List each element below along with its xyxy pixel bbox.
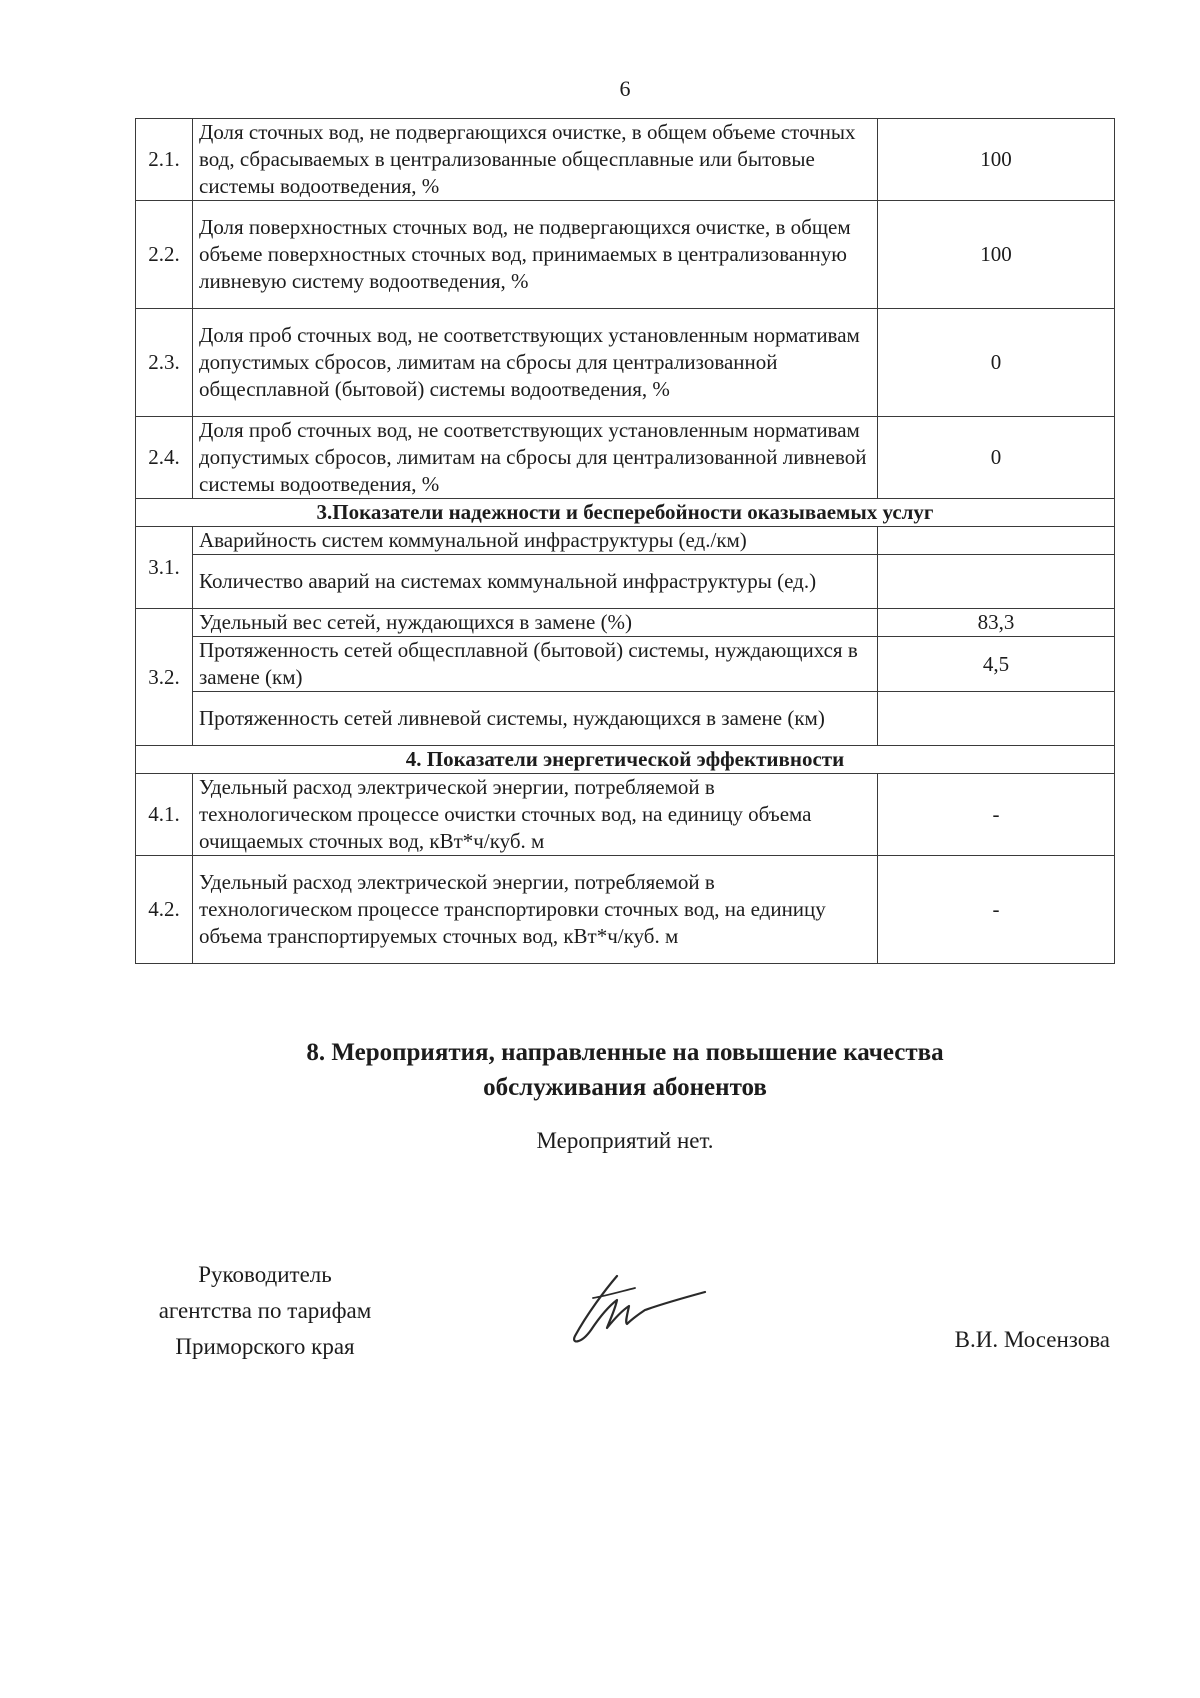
indicator-text: Доля сточных вод, не подвергающихся очистке, в общем объеме сточных вод, сбрасываемых в централизованные общесплавные или бытовые системы водоотведения, %: [193, 119, 878, 201]
indicator-value: 4,5: [878, 637, 1115, 692]
table-row: [136, 609, 1115, 637]
section-row: [136, 499, 1115, 527]
table-row: [136, 692, 1115, 746]
row-number: 2.4.: [136, 417, 193, 499]
indicator-value: 100: [878, 119, 1115, 201]
table-row: [136, 555, 1115, 609]
row-number: 4.1.: [136, 774, 193, 856]
section-title-4: 4. Показатели энергетической эффективности: [136, 746, 1115, 774]
indicator-text: Доля проб сточных вод, не соответствующих установленным нормативам допустимых сбросов, лимитам на сбросы для централизованной ливневой системы водоотведения, %: [193, 417, 878, 499]
indicator-value: [878, 555, 1115, 609]
indicator-value: -: [878, 856, 1115, 964]
row-number: 3.1.: [136, 527, 193, 609]
table-row: [136, 527, 1115, 555]
indicator-text: Удельный расход электрической энергии, потребляемой в технологическом процессе транспортировки сточных вод, на единицу объема транспортируемых сточных вод, кВт*ч/куб. м: [193, 856, 878, 964]
indicator-text: Доля поверхностных сточных вод, не подвергающихся очистке, в общем объеме поверхностных сточных вод, принимаемых в централизованную ливневую систему водоотведения, %: [193, 201, 878, 309]
signer-title-line: Приморского края: [175, 1334, 355, 1359]
indicator-text: Протяженность сетей общесплавной (бытовой) системы, нуждающихся в замене (км): [193, 637, 878, 692]
indicator-value: 83,3: [878, 609, 1115, 637]
row-number: 4.2.: [136, 856, 193, 964]
indicator-text: Удельный расход электрической энергии, потребляемой в технологическом процессе очистки сточных вод, на единицу объема очищаемых сточных вод, кВт*ч/куб. м: [193, 774, 878, 856]
indicator-text: Доля проб сточных вод, не соответствующих установленным нормативам допустимых сбросов, лимитам на сбросы для централизованной общесплавной (бытовой) системы водоотведения, %: [193, 309, 878, 417]
table-row: [136, 417, 1115, 499]
signer-title-line: Руководитель: [198, 1262, 332, 1287]
section-row: [136, 746, 1115, 774]
table-row: [136, 309, 1115, 417]
section-8-heading-line: 8. Мероприятия, направленные на повышение качества: [306, 1039, 944, 1066]
row-number: 2.2.: [136, 201, 193, 309]
section-8-heading: [0, 1035, 1200, 1105]
table-row: [136, 637, 1115, 692]
section-8-heading-line: обслуживания абонентов: [483, 1074, 767, 1101]
table-row: [136, 774, 1115, 856]
handwritten-signature: [565, 1270, 715, 1350]
indicator-value: 0: [878, 309, 1115, 417]
indicator-text: Протяженность сетей ливневой системы, нуждающихся в замене (км): [193, 692, 878, 746]
section-title-3: 3.Показатели надежности и бесперебойности оказываемых услуг: [136, 499, 1115, 527]
indicator-value: 0: [878, 417, 1115, 499]
row-number: 2.3.: [136, 309, 193, 417]
table-row: [136, 201, 1115, 309]
indicator-text: Удельный вес сетей, нуждающихся в замене (%): [193, 609, 878, 637]
no-measures-text: Мероприятий нет.: [536, 1128, 714, 1153]
signer-title-line: агентства по тарифам: [158, 1298, 372, 1323]
row-number: 2.1.: [136, 119, 193, 201]
indicator-value: [878, 692, 1115, 746]
indicator-value: 100: [878, 201, 1115, 309]
indicators-table: [135, 118, 1115, 964]
signer-title: [130, 1257, 400, 1365]
page-number: 6: [619, 76, 631, 101]
indicator-text: Аварийность систем коммунальной инфраструктуры (ед./км): [193, 527, 878, 555]
indicator-text: Количество аварий на системах коммунальной инфраструктуры (ед.): [193, 555, 878, 609]
table-row: [136, 119, 1115, 201]
signer-name: В.И. Мосензова: [954, 1327, 1110, 1352]
table-row: [136, 856, 1115, 964]
indicator-value: [878, 527, 1115, 555]
row-number: 3.2.: [136, 609, 193, 746]
indicator-value: -: [878, 774, 1115, 856]
